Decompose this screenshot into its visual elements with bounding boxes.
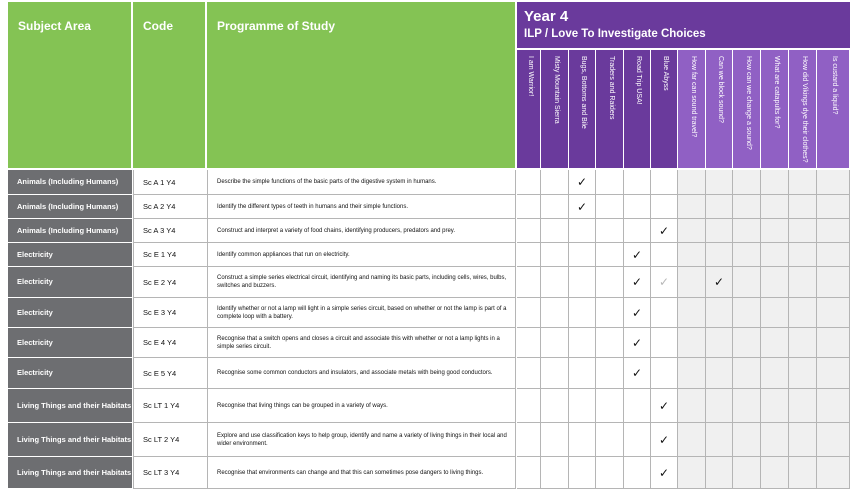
subject-cell: Electricity — [8, 267, 132, 298]
topic-cell — [624, 243, 651, 267]
programme-cell: Recognise that a switch opens and closes a circuit and associate this with whether or not a lamp lights in a simple series circuit. — [207, 328, 516, 358]
topic-cell — [733, 328, 761, 358]
topic-cell — [706, 328, 733, 358]
topic-cell — [678, 423, 706, 457]
topic-cell — [541, 243, 569, 267]
topic-cell — [789, 328, 817, 358]
topic-cell — [569, 457, 596, 489]
topic-cell — [569, 219, 596, 243]
topic-cell — [624, 195, 651, 219]
code-cell: Sc LT 2 Y4 — [133, 423, 207, 457]
topic-cell — [789, 389, 817, 423]
topic-cell — [596, 389, 624, 423]
programme-cell: Construct a simple series electrical circuit, identifying and naming its basic parts, including cells, wires, bulbs, switches and buzzers. — [207, 267, 516, 298]
topic-header — [596, 50, 624, 168]
topic-cell — [517, 298, 541, 328]
topic-cell — [651, 195, 678, 219]
topic-cell — [789, 457, 817, 489]
topic-cell — [596, 267, 624, 298]
topic-cell — [817, 267, 850, 298]
topic-cell — [678, 358, 706, 389]
topic-label: Traders and Raiders — [607, 56, 615, 120]
topic-label: Blue Abyss — [662, 56, 669, 91]
topic-cell — [706, 195, 733, 219]
topic-cell — [517, 170, 541, 195]
topic-label: Can we block sound? — [717, 56, 724, 123]
topic-cell — [678, 170, 706, 195]
code-cell: Sc E 3 Y4 — [133, 298, 207, 328]
topic-label: How did Vikings dye their clothes? — [800, 56, 808, 163]
programme-cell: Identify whether or not a lamp will light in a simple series circuit, based on whether or not the lamp is part of a complete loop with a battery. — [207, 298, 516, 328]
topic-cell — [678, 457, 706, 489]
topic-cell — [517, 423, 541, 457]
topic-header — [789, 50, 817, 168]
topic-cell — [817, 389, 850, 423]
topic-cell — [596, 298, 624, 328]
topic-cell — [761, 298, 789, 328]
topic-cell — [569, 267, 596, 298]
topic-cell — [761, 389, 789, 423]
topic-cell — [789, 170, 817, 195]
topic-cell — [596, 328, 624, 358]
topic-cell — [651, 389, 678, 423]
topic-cell — [761, 267, 789, 298]
topic-cell — [541, 389, 569, 423]
topic-cell — [678, 195, 706, 219]
check-mark: ✓ — [658, 432, 670, 447]
topic-cell — [761, 358, 789, 389]
topic-header — [678, 50, 706, 168]
topic-cell — [706, 457, 733, 489]
programme-cell: Describe the simple functions of the basic parts of the digestive system in humans. — [207, 170, 516, 195]
topic-cell — [706, 219, 733, 243]
topic-cell — [678, 243, 706, 267]
subject-cell: Living Things and their Habitats — [8, 389, 132, 423]
topic-cell — [761, 457, 789, 489]
topic-cell — [651, 423, 678, 457]
topic-cell — [817, 423, 850, 457]
topic-header — [517, 50, 541, 168]
code-cell: Sc E 1 Y4 — [133, 243, 207, 267]
topic-label: I am Warrior! — [526, 56, 534, 97]
topic-cell — [624, 267, 651, 298]
topic-cell — [541, 358, 569, 389]
programme-cell: Identify the different types of teeth in humans and their simple functions. — [207, 195, 516, 219]
topic-cell — [541, 267, 569, 298]
topic-cell — [761, 219, 789, 243]
topic-cell — [733, 243, 761, 267]
check-mark: ✓ — [658, 398, 670, 413]
topic-label: How far can sound travel? — [689, 56, 697, 138]
topic-cell — [624, 423, 651, 457]
topic-cell — [596, 358, 624, 389]
topic-cell — [517, 267, 541, 298]
topic-cell — [541, 170, 569, 195]
code-cell: Sc E 4 Y4 — [133, 328, 207, 358]
topic-cell — [651, 298, 678, 328]
topic-cell — [817, 243, 850, 267]
code-cell: Sc A 2 Y4 — [133, 195, 207, 219]
topic-cell — [541, 328, 569, 358]
topic-cell — [517, 219, 541, 243]
check-mark: ✓ — [631, 366, 643, 380]
code-cell: Sc E 5 Y4 — [133, 358, 207, 389]
topic-cell — [624, 389, 651, 423]
topic-cell — [569, 170, 596, 195]
programme-cell: Explore and use classification keys to help group, identify and name a variety of living things in their local and wider environment. — [207, 423, 516, 457]
subject-cell: Electricity — [8, 358, 132, 389]
code-cell: Sc A 1 Y4 — [133, 170, 207, 195]
check-mark: ✓ — [631, 305, 643, 320]
topic-header — [761, 50, 789, 168]
year-title: Year 4 — [524, 8, 569, 25]
topic-cell — [596, 219, 624, 243]
programme-header: Programme of Study — [207, 2, 517, 168]
topic-cell — [789, 358, 817, 389]
topic-cell — [789, 195, 817, 219]
subject-area-header: Subject Area — [8, 2, 133, 168]
topic-cell — [817, 298, 850, 328]
topic-cell — [569, 298, 596, 328]
topic-cell — [706, 170, 733, 195]
code-cell: Sc LT 1 Y4 — [133, 389, 207, 423]
topic-header — [624, 50, 651, 168]
topic-cell — [817, 170, 850, 195]
topic-cell — [817, 328, 850, 358]
topic-header — [651, 50, 678, 168]
check-mark: ✓ — [631, 247, 643, 262]
year-header — [517, 2, 850, 48]
topic-cell — [733, 219, 761, 243]
topic-cell — [541, 219, 569, 243]
topic-cell — [733, 267, 761, 298]
check-mark: ✓ — [631, 335, 643, 350]
topic-header — [817, 50, 850, 168]
topic-label: Bugs, Bottoms and Bile — [580, 56, 587, 129]
topic-cell — [761, 328, 789, 358]
topic-cell — [789, 267, 817, 298]
subject-cell: Animals (Including Humans) — [8, 170, 132, 195]
subject-cell: Electricity — [8, 328, 132, 358]
subject-cell: Living Things and their Habitats — [8, 457, 132, 489]
programme-cell: Recognise that environments can change and that this can sometimes pose dangers to living things. — [207, 457, 516, 489]
programme-cell: Identify common appliances that run on electricity. — [207, 243, 516, 267]
topic-cell — [596, 195, 624, 219]
programme-cell: Construct and interpret a variety of food chains, identifying producers, predators and prey. — [207, 219, 516, 243]
subject-cell: Electricity — [8, 243, 132, 267]
check-mark: ✓ — [713, 275, 725, 289]
topic-cell — [651, 219, 678, 243]
topic-cell — [789, 423, 817, 457]
topic-cell — [761, 423, 789, 457]
topic-cell — [761, 195, 789, 219]
topic-cell — [733, 457, 761, 489]
programme-cell: Recognise some common conductors and insulators, and associate metals with being good conductors. — [207, 358, 516, 389]
topic-cell — [733, 358, 761, 389]
topic-cell — [706, 243, 733, 267]
subject-cell: Animals (Including Humans) — [8, 219, 132, 243]
subject-cell: Animals (Including Humans) — [8, 195, 132, 219]
topic-cell — [541, 423, 569, 457]
check-mark: ✓ — [576, 175, 588, 189]
topic-label: What are catapults for? — [772, 56, 780, 129]
topic-cell — [569, 389, 596, 423]
topic-cell — [569, 358, 596, 389]
topic-cell — [678, 267, 706, 298]
topic-cell — [541, 195, 569, 219]
topic-cell — [651, 457, 678, 489]
topic-cell — [706, 389, 733, 423]
topic-cell — [624, 298, 651, 328]
topic-cell — [706, 423, 733, 457]
topic-cell — [651, 328, 678, 358]
topic-cell — [596, 243, 624, 267]
topic-cell — [624, 170, 651, 195]
topic-cell — [624, 457, 651, 489]
topic-cell — [678, 328, 706, 358]
topic-label: Misty Mountain Sierra — [552, 56, 560, 124]
topic-cell — [517, 328, 541, 358]
topic-cell — [651, 243, 678, 267]
topic-cell — [678, 219, 706, 243]
subject-cell: Living Things and their Habitats — [8, 423, 132, 457]
topic-header — [706, 50, 733, 168]
check-mark: ✓ — [658, 275, 670, 289]
topic-cell — [541, 298, 569, 328]
topic-cell — [817, 457, 850, 489]
topic-cell — [569, 243, 596, 267]
topic-cell — [596, 423, 624, 457]
topic-cell — [733, 389, 761, 423]
check-mark: ✓ — [658, 465, 670, 480]
topic-cell — [651, 267, 678, 298]
topic-cell — [541, 457, 569, 489]
topic-header — [569, 50, 596, 168]
topic-label: How can we change a sound? — [744, 56, 752, 150]
topic-cell — [624, 358, 651, 389]
topic-cell — [569, 423, 596, 457]
topic-cell — [706, 267, 733, 298]
topic-cell — [761, 243, 789, 267]
topic-subtitle: ILP / Love To Investigate Choices — [524, 28, 706, 40]
topic-cell — [517, 457, 541, 489]
code-header: Code — [133, 2, 207, 168]
topic-cell — [596, 170, 624, 195]
topic-cell — [817, 195, 850, 219]
topic-cell — [624, 219, 651, 243]
code-cell: Sc A 3 Y4 — [133, 219, 207, 243]
topic-cell — [651, 170, 678, 195]
code-cell: Sc E 2 Y4 — [133, 267, 207, 298]
subject-cell: Electricity — [8, 298, 132, 328]
topic-cell — [651, 358, 678, 389]
topic-cell — [789, 243, 817, 267]
topic-cell — [517, 389, 541, 423]
check-mark: ✓ — [576, 199, 588, 214]
topic-cell — [678, 298, 706, 328]
topic-cell — [789, 219, 817, 243]
topic-cell — [761, 170, 789, 195]
topic-cell — [569, 328, 596, 358]
topic-label: Road Trip USA! — [635, 56, 642, 105]
topic-cell — [733, 298, 761, 328]
topic-cell — [517, 195, 541, 219]
topic-cell — [624, 328, 651, 358]
topic-header — [733, 50, 761, 168]
topic-cell — [733, 195, 761, 219]
topic-cell — [678, 389, 706, 423]
topic-cell — [517, 358, 541, 389]
code-cell: Sc LT 3 Y4 — [133, 457, 207, 489]
topic-cell — [733, 423, 761, 457]
topic-cell — [817, 358, 850, 389]
programme-cell: Recognise that living things can be grouped in a variety of ways. — [207, 389, 516, 423]
topic-cell — [706, 358, 733, 389]
check-mark: ✓ — [631, 275, 643, 289]
topic-cell — [569, 195, 596, 219]
topic-cell — [789, 298, 817, 328]
check-mark: ✓ — [658, 223, 670, 238]
topic-cell — [596, 457, 624, 489]
topic-label: Is custard a liquid? — [831, 56, 838, 115]
topic-cell — [706, 298, 733, 328]
topic-cell — [733, 170, 761, 195]
topic-cell — [517, 243, 541, 267]
topic-header — [541, 50, 569, 168]
topic-cell — [817, 219, 850, 243]
